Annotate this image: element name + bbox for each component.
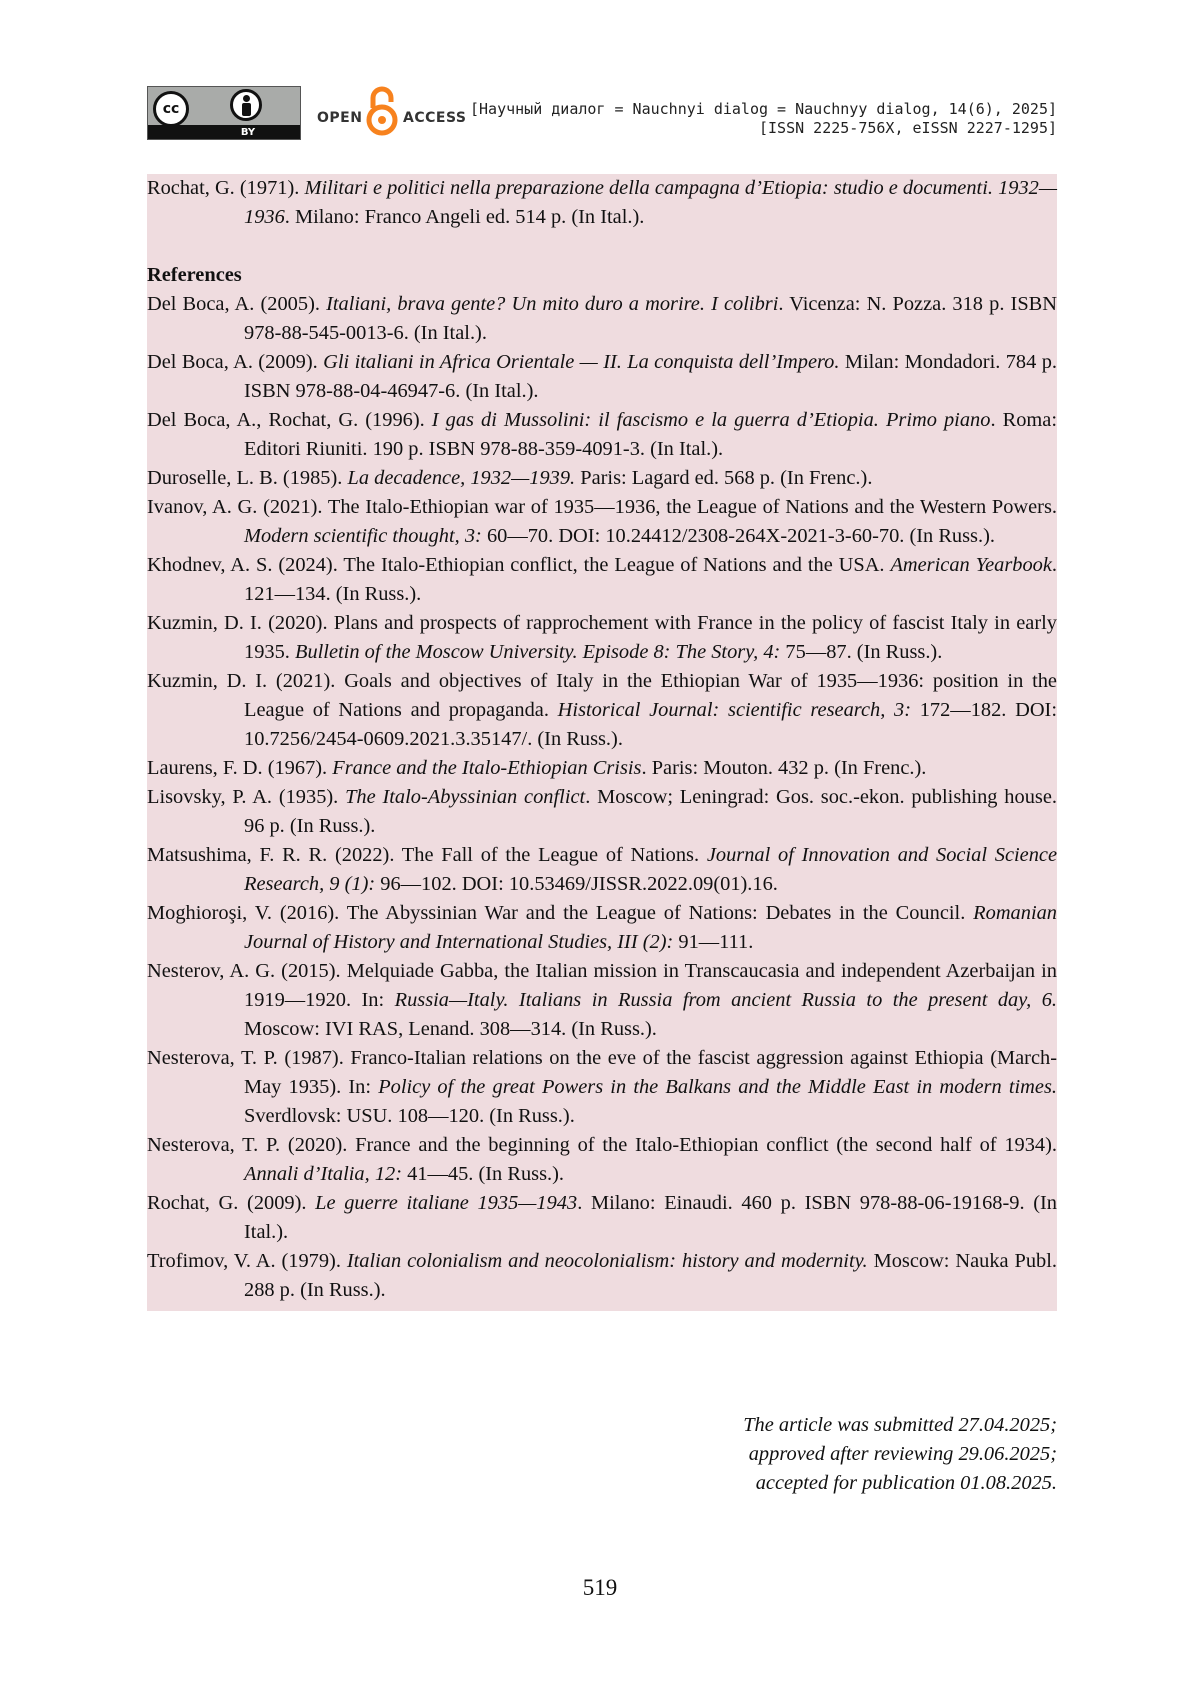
reference-entry: Moghioroşi, V. (2016). The Abyssinian War and the League of Nations: Debates in the Council. Romanian Journal of History and International Studies, III (2): 91—111. <box>147 902 1057 953</box>
reference-entry: Nesterova, T. P. (2020). France and the beginning of the Italo-Ethiopian conflict (the second half of 1934). Annali d’Italia, 12: 41—45. (In Russ.). <box>147 1134 1057 1185</box>
cc-icon <box>153 91 189 127</box>
reference-entry: Lisovsky, P. A. (1935). The Italo-Abyssinian conflict. Moscow; Leningrad: Gos. soc.-ekon. publishing house. 96 p. (In Russ.). <box>147 786 1057 837</box>
reference-entry: Rochat, G. (2009). Le guerre italiane 1935—1943. Milano: Einaudi. 460 p. ISBN 978-88-06-19168-9. (In Ital.). <box>147 1192 1058 1243</box>
references-heading: References <box>147 264 242 286</box>
reference-entry: Duroselle, L. B. (1985). La decadence, 1932—1939. Paris: Lagard ed. 568 p. (In Frenc.). <box>147 467 873 489</box>
reference-entry: Del Boca, A., Rochat, G. (1996). I gas di Mussolini: il fascismo e la guerra d’Etiopia. Primo piano. Roma: Editori Riuniti. 190 p. ISBN 978-88-359-4091-3. (In Ital.). <box>147 409 1057 460</box>
page-number: 519 <box>582 1575 618 1600</box>
reference-entry: Matsushima, F. R. R. (2022). The Fall of the League of Nations. Journal of Innovation and Social Science Research, 9 (1): 96—102. DOI: 10.53469/JISSR.2022.09(01).16. <box>147 844 1058 895</box>
open-access-logo[interactable] <box>317 86 467 144</box>
reference-entry: Trofimov, V. A. (1979). Italian colonialism and neocolonialism: history and modernity. Moscow: Nauka Publ. 288 p. (In Russ.). <box>147 1250 1057 1301</box>
reference-entry: Laurens, F. D. (1967). France and the Italo-Ethiopian Crisis. Paris: Mouton. 432 p. (In Frenc.). <box>147 757 927 779</box>
accepted-date: accepted for publication 01.08.2025. <box>755 1472 1057 1494</box>
references-section <box>147 174 1057 1311</box>
reference-entry: Del Boca, A. (2005). Italiani, brava gente? Un mito duro a morire. I colibri. Vicenza: N. Pozza. 318 p. ISBN 978-88-545-0013-6. (In Ital.). <box>147 293 1057 344</box>
reference-entry: Ivanov, A. G. (2021). The Italo-Ethiopian war of 1935—1936, the League of Nations and the Western Powers. Modern scientific thought, 3: 60—70. DOI: 10.24412/2308-264X-2021-3-60-70. (In Russ.). <box>147 496 1057 547</box>
attribution-person-icon <box>230 89 262 121</box>
reference-list <box>147 290 1057 1305</box>
open-access-lock-icon <box>365 86 399 138</box>
journal-title-line: [Научный диалог = Nauchnyi dialog = Nauchnyy dialog, 14(6), 2025] <box>470 100 1057 118</box>
pre-reference-entry: Rochat, G. (1971). Militari e politici nella preparazione della campagna d’Etiopia: studio e documenti. 1932—1936. Milano: Franco Angeli ed. 514 p. (In Ital.). <box>147 177 1057 228</box>
reference-entry: Nesterova, T. P. (1987). Franco-Italian relations on the eve of the fascist aggression against Ethiopia (March-May 1935). In: Policy of the great Powers in the Balkans and the Middle East in modern times. Sverdlovsk: USU. 108—120. (In Russ.). <box>147 1047 1057 1127</box>
by-label: BY <box>240 127 256 138</box>
reference-entry: Khodnev, A. S. (2024). The Italo-Ethiopian conflict, the League of Nations and the USA. American Yearbook. 121—134. (In Russ.). <box>147 554 1058 605</box>
journal-citation <box>470 100 1057 138</box>
submission-dates <box>743 1411 1057 1498</box>
reference-entry: Del Boca, A. (2009). Gli italiani in Africa Orientale — II. La conquista dell’Impero. Milan: Mondadori. 784 p. ISBN 978-88-04-46947-6. (In Ital.). <box>147 351 1057 402</box>
open-access-word-access: ACCESS <box>403 110 467 126</box>
reference-entry: Nesterov, A. G. (2015). Melquiade Gabba, the Italian mission in Transcaucasia and independent Azerbaijan in 1919—1920. In: Russia—Italy. Italians in Russia from ancient Russia to the present day, 6. Moscow: IVI RAS, Lenand. 308—314. (In Russ.). <box>147 960 1057 1040</box>
reference-entry: Kuzmin, D. I. (2021). Goals and objectives of Italy in the Ethiopian War of 1935—1936: position in the League of Nations and propaganda. Historical Journal: scientific research, 3: 172—182. DOI: 10.7256/2454-0609.2021.3.35147/. (In Russ.). <box>147 670 1058 750</box>
issn-line: [ISSN 2225-756X, eISSN 2227-1295] <box>758 119 1057 137</box>
page-header <box>147 86 1057 144</box>
open-access-word-open: OPEN <box>317 110 363 126</box>
reference-entry: Kuzmin, D. I. (2020). Plans and prospects of rapprochement with France in the policy of fascist Italy in early 1935. Bulletin of the Moscow University. Episode 8: The Story, 4: 75—87. (In Russ.). <box>147 612 1057 663</box>
submitted-date: The article was submitted 27.04.2025; <box>743 1414 1057 1436</box>
cc-by-license-badge[interactable] <box>147 86 301 140</box>
approved-date: approved after reviewing 29.06.2025; <box>748 1443 1057 1465</box>
cc-icon-label: cc <box>162 101 180 117</box>
